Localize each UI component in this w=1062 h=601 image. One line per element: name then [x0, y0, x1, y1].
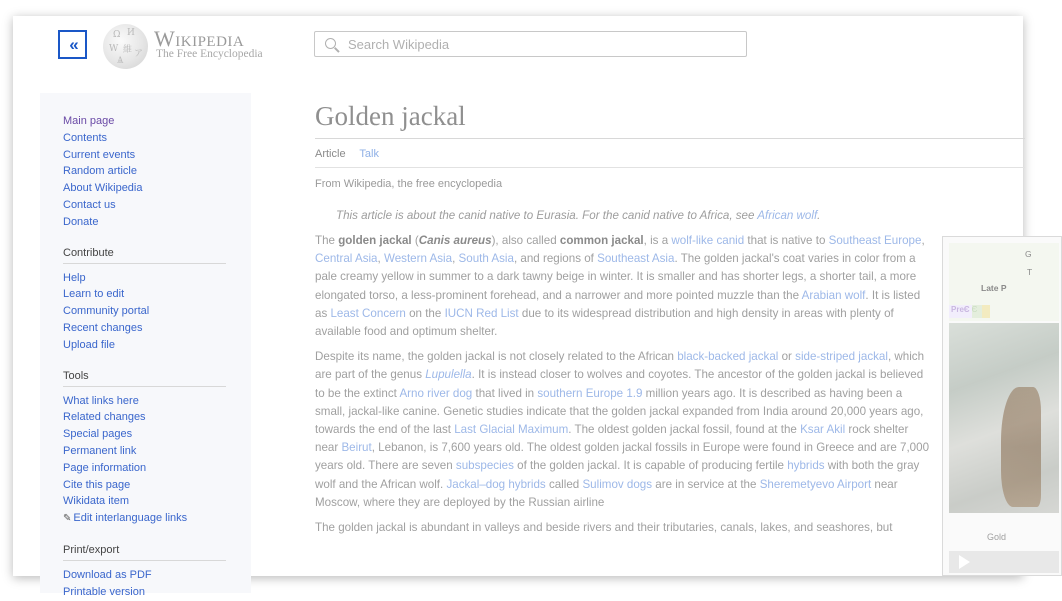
sidebar-item-printable-version[interactable]: Printable version	[63, 585, 145, 598]
sidebar-item-help[interactable]: Help	[63, 271, 86, 284]
article-link[interactable]: Sheremetyevo Airport	[759, 477, 872, 491]
sidebar-item-related-changes[interactable]: Related changes	[63, 411, 146, 424]
sidebar-heading-print-export: Print/export	[63, 544, 226, 561]
infobox	[942, 236, 1062, 576]
article-link[interactable]: side-striped jackal	[795, 350, 888, 364]
article-body	[315, 232, 931, 544]
bold-term: golden jackal	[338, 234, 412, 247]
search-icon	[325, 38, 336, 49]
timeline-segment[interactable]	[982, 305, 990, 318]
sidebar-item-contents[interactable]: Contents	[63, 131, 108, 144]
sidebar	[40, 93, 251, 598]
sidebar-item-upload-file[interactable]: Upload file	[63, 338, 115, 351]
hatnote-text: This article is about the canid native to Eurasia. For the canid native to Africa, see	[336, 209, 755, 222]
infobox-period-fragment: Late P	[981, 283, 1007, 293]
page-title: Golden jackal	[315, 101, 466, 131]
paragraph-2: Despite its name, the golden jackal is not closely related to the African black-backed jackal or side-striped jackal, which are part of the genus Lupulella. It is instead closer to wolves and coyotes. The ancestor of the golden jackal is believed to be the extinct Arno river dog that lived in southern Europe 1.9 million years ago. It is described as having been a small, jackal-like canine. Genetic studies indicate that the golden jackal expanded from India around 20,000 years ago, towards the end of the last Last Glacial Maximum. The oldest golden jackal fossil, found at the Ksar Akil rock shelter near Beirut, Lebanon, is 7,600 years old. The oldest golden jackal fossils in Europe were found in Greece and are 7,000 years old. There are seven subspecies of the golden jackal. It is capable of producing fertile hybrids with both the gray wolf and the African wolf. Jackal–dog hybrids called Sulimov dogs are in service at the Sheremetyevo Airport near Moscow, where they are deployed by the Russian airline	[315, 350, 930, 509]
search-input[interactable]	[346, 36, 726, 53]
bold-italic-term: Canis aureus	[418, 234, 492, 247]
sidebar-item-permanent-link[interactable]: Permanent link	[63, 444, 137, 457]
title-divider	[315, 138, 1025, 139]
article-link[interactable]: southern Europe	[537, 386, 624, 400]
edit-interlanguage-label: Edit interlanguage links	[73, 512, 188, 525]
sidebar-item-main-page[interactable]: Main page	[63, 115, 115, 127]
wikipedia-tagline: The Free Encyclopedia	[156, 48, 263, 60]
article-link[interactable]: Beirut	[341, 441, 372, 455]
wikipedia-wordmark[interactable]: Wikipedia	[154, 26, 245, 51]
page-tabs	[315, 148, 390, 160]
sidebar-item-learn-to-edit[interactable]: Learn to edit	[63, 288, 125, 301]
hatnote: This article is about the canid native to Eurasia. For the canid native to Africa, see African wolf.	[336, 209, 821, 222]
collapse-sidebar-button[interactable]: «	[58, 30, 87, 59]
infobox-title-fragment: G	[1025, 249, 1032, 259]
sidebar-item-about-wikipedia[interactable]: About Wikipedia	[63, 182, 143, 195]
paragraph-1: The golden jackal (Canis aureus), also called common jackal, is a wolf-like canid that is native to Southeast Europe, Central Asia, Western Asia, South Asia, and regions of Southeast Asia. The golden jackal's coat varies in color from a pale creamy yellow in summer to a dark tawny beige in winter. It is smaller and has shorter legs, a shorter tail, a more elongated torso, a less-prominent forehead, and a narrower and more pointed muzzle than the Arabian wolf. It is listed as Least Concern on the IUCN Red List due to its widespread distribution and high density in areas with plenty of available food and optimum shelter.	[315, 234, 925, 339]
wikipedia-globe-logo[interactable]: Ω И W 維 ア Ѧ	[103, 24, 148, 69]
search-box[interactable]	[314, 31, 747, 57]
article-link[interactable]: wolf-like canid	[671, 234, 745, 247]
sidebar-heading-tools: Tools	[63, 370, 226, 387]
article-link[interactable]: Arabian wolf	[801, 288, 866, 302]
article-link[interactable]: Arno river dog	[399, 386, 473, 400]
article-link[interactable]: Western Asia	[383, 252, 453, 266]
play-icon[interactable]	[959, 555, 970, 569]
sidebar-item-wikidata-item[interactable]: Wikidata item	[63, 495, 130, 508]
sidebar-item-community-portal[interactable]: Community portal	[63, 305, 150, 318]
bold-term: common jackal	[559, 234, 644, 247]
audio-player[interactable]	[949, 551, 1059, 573]
sidebar-item-edit-interlanguage[interactable]	[63, 510, 227, 528]
sidebar-item-current-events[interactable]: Current events	[63, 148, 136, 161]
sidebar-item-random-article[interactable]: Random article	[63, 165, 137, 178]
hatnote-link[interactable]: African wolf	[757, 209, 818, 222]
browser-window	[13, 16, 1033, 598]
article-link[interactable]: Sulimov dogs	[582, 477, 653, 491]
article-link[interactable]: Southeast Europe	[828, 234, 922, 247]
article-link[interactable]: South Asia	[458, 252, 514, 266]
article-link[interactable]: Jackal–dog hybrids	[446, 477, 546, 491]
article-link[interactable]: Southeast Asia	[597, 252, 675, 266]
paragraph-3: The golden jackal is abundant in valleys and beside rivers and their tributaries, canals, lakes, and seashores, but	[315, 521, 893, 535]
article-link[interactable]: IUCN Red List	[444, 306, 519, 320]
sidebar-heading-contribute: Contribute	[63, 247, 226, 264]
sidebar-item-cite-this-page[interactable]: Cite this page	[63, 478, 131, 491]
timeline-strip[interactable]	[949, 305, 1059, 318]
sidebar-item-special-pages[interactable]: Special pages	[63, 428, 133, 441]
timeline-precambrian[interactable]: PreЄ	[949, 305, 972, 318]
jackal-photo-subject	[1001, 387, 1041, 507]
article-link[interactable]: black-backed jackal	[677, 350, 779, 364]
sidebar-item-what-links-here[interactable]: What links here	[63, 394, 139, 407]
article-link[interactable]: Lupulella	[425, 368, 472, 382]
article-link[interactable]: Least Concern	[330, 306, 406, 320]
article-link[interactable]: 1.9	[626, 386, 643, 400]
sidebar-item-contact-us[interactable]: Contact us	[63, 198, 116, 211]
tab-article[interactable]: Article	[315, 148, 346, 160]
infobox-subtitle-fragment: T	[1027, 267, 1033, 277]
pencil-icon: ✎	[63, 513, 72, 525]
article-link[interactable]: hybrids	[787, 459, 825, 473]
site-sub: From Wikipedia, the free encyclopedia	[315, 178, 503, 190]
sidebar-item-download-pdf[interactable]: Download as PDF	[63, 568, 152, 581]
timeline-segment[interactable]: Є	[972, 305, 982, 318]
article-link[interactable]: Ksar Akil	[800, 423, 846, 437]
sidebar-item-recent-changes[interactable]: Recent changes	[63, 321, 143, 334]
article-link[interactable]: Last Glacial Maximum	[454, 423, 569, 437]
article-link[interactable]: Central Asia	[315, 252, 378, 266]
tabs-divider	[315, 167, 1025, 168]
tab-talk[interactable]: Talk	[359, 148, 379, 160]
sidebar-item-page-information[interactable]: Page information	[63, 461, 147, 474]
sidebar-item-donate[interactable]: Donate	[63, 215, 99, 228]
article-link[interactable]: subspecies	[455, 459, 514, 473]
infobox-caption: Gold	[987, 532, 1007, 542]
